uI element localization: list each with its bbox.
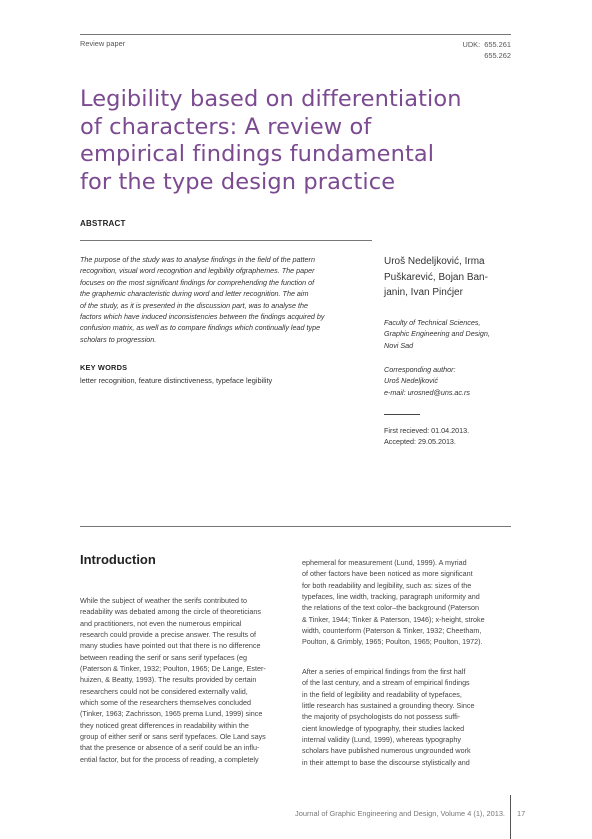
intro-left-column bbox=[80, 595, 266, 765]
body-line: the relations of the text color–the background (Paterson bbox=[302, 603, 479, 613]
udk-block bbox=[463, 39, 512, 61]
dates-rule bbox=[384, 414, 420, 415]
journal-footer: Journal of Graphic Engineering and Design, Volume 4 (1), 2013. bbox=[295, 809, 505, 818]
paper-type: Review paper bbox=[80, 39, 126, 48]
corresponding-email: e-mail: urosned@uns.ac.rs bbox=[384, 387, 470, 397]
abstract-line: factors which have induced inconsistencies between the findings acquired by bbox=[80, 312, 325, 322]
abstract-text bbox=[80, 254, 372, 345]
udk-value-2: 655.262 bbox=[484, 51, 511, 60]
body-line: of other factors have been noticed as more significant bbox=[302, 569, 473, 579]
abstract-line: confusion matrix, as well as to compare findings which continually lead type bbox=[80, 323, 321, 333]
udk-value-1: 655.261 bbox=[484, 40, 511, 49]
intro-right-column-p1 bbox=[302, 557, 485, 648]
affiliation-line: Graphic Engineering and Design, bbox=[384, 329, 490, 339]
body-line: huizen, & Beatty, 1993). The results provided by certain bbox=[80, 675, 257, 685]
paper-title bbox=[80, 86, 500, 196]
body-line: While the subject of weather the serifs contributed to bbox=[80, 596, 247, 605]
body-line: little research has sustained a grounding theory. Since bbox=[302, 701, 475, 711]
body-line: in their attempt to base the discourse stylistically and bbox=[302, 757, 470, 767]
body-line: scholars have published numerous ungrounded work bbox=[302, 746, 471, 756]
body-line: (Tinker, 1963; Zachrisson, 1965 prema Lund, 1999) since bbox=[80, 709, 263, 719]
udk-label: UDK: bbox=[462, 40, 481, 49]
body-line: (Paterson & Tinker, 1932; Poulton, 1965; De Lange, Ester- bbox=[80, 664, 266, 674]
keywords-heading: KEY WORDS bbox=[80, 363, 128, 372]
corresponding-author bbox=[384, 364, 524, 398]
received-date: First recieved: 01.04.2013. bbox=[384, 426, 470, 435]
abstract-rule bbox=[80, 240, 372, 241]
title-line: of characters: A review of bbox=[80, 113, 372, 140]
body-line: which some of the researchers themselves concluded bbox=[80, 698, 251, 708]
abstract-line: scholars to progression. bbox=[80, 334, 157, 344]
abstract-line: The purpose of the study was to analyse findings in the field of the pattern bbox=[80, 255, 315, 264]
body-line: readability was debated among the circle of theoreticians bbox=[80, 607, 261, 617]
corresponding-line: Corresponding author: bbox=[384, 365, 456, 374]
body-line: the majority of psychologists do not possess suffi- bbox=[302, 712, 461, 722]
body-line: of the last century, and a stream of empirical findings bbox=[302, 678, 470, 688]
keywords-text: letter recognition, feature distinctiveness, typeface legibility bbox=[80, 376, 273, 385]
body-line: ential factor, but for the process of reading, a completely bbox=[80, 754, 259, 764]
body-line: group of either serif or sans serif typefaces. Ole Land says bbox=[80, 732, 266, 742]
affiliation-line: Faculty of Technical Sciences, bbox=[384, 318, 481, 327]
header-rule bbox=[80, 34, 511, 35]
title-line: Legibility based on differentiation bbox=[80, 86, 462, 112]
abstract-line: of the study, as it is presented in the discussion part, was to analyse the bbox=[80, 300, 308, 310]
body-line: that the presence or absence of a serif could be an influ- bbox=[80, 743, 260, 753]
body-line: ephemeral for measurement (Lund, 1999). A myriad bbox=[302, 558, 467, 567]
body-line: in the field of legibility and readability of typefaces, bbox=[302, 689, 462, 699]
body-line: Poulton, & Grimbly, 1965; Poulton, 1965; Poulton, 1972). bbox=[302, 637, 483, 647]
body-line: After a series of empirical findings from the first half bbox=[302, 667, 466, 676]
title-line: for the type design practice bbox=[80, 168, 396, 195]
footer-divider bbox=[510, 795, 511, 839]
affiliation bbox=[384, 317, 524, 351]
abstract-heading: ABSTRACT bbox=[80, 219, 126, 228]
body-line: width, counterform (Paterson & Tinker, 1932; Cheetham, bbox=[302, 626, 482, 636]
body-line: internal validity (Lund, 1999), whereas typography bbox=[302, 735, 462, 745]
author-line: janin, Ivan Pinćjer bbox=[384, 287, 463, 298]
body-line: researchers could not be considered externally valid, bbox=[80, 686, 248, 696]
authors bbox=[384, 254, 514, 301]
body-line: & Tinker, 1944; Tinker & Paterson, 1946); x-height, stroke bbox=[302, 614, 485, 624]
author-line: Puškarević, Bojan Ban- bbox=[384, 271, 488, 283]
accepted-date: Accepted: 29.05.2013. bbox=[384, 437, 456, 447]
title-line: empirical findings fundamental bbox=[80, 141, 435, 167]
abstract-line: focuses on the most significant findings for comprehending the function of bbox=[80, 277, 315, 287]
body-line: for both readability and legibility, such as: sizes of the bbox=[302, 580, 472, 590]
corresponding-line: Uroš Nedeljković bbox=[384, 376, 438, 386]
body-line: they noticed great differences in readability within the bbox=[80, 720, 249, 730]
abstract-line: the graphemic characteristic during word and letter recognition. The aim bbox=[80, 289, 309, 299]
received-dates bbox=[384, 425, 524, 448]
introduction-heading: Introduction bbox=[80, 552, 156, 567]
affiliation-line: Novi Sad bbox=[384, 340, 414, 350]
author-line: Uroš Nedeljković, Irma bbox=[384, 256, 485, 267]
body-line: many studies have pointed out that there is no difference bbox=[80, 641, 261, 651]
abstract-line: recognition, visual word recognition and legibility ofgraphemes. The paper bbox=[80, 266, 315, 276]
section-rule bbox=[80, 526, 511, 527]
body-line: cient knowledge of typography, their studies lacked bbox=[302, 723, 465, 733]
intro-right-column-p2 bbox=[302, 666, 474, 768]
body-line: and practitioners, not even the numerous empirical bbox=[80, 618, 242, 628]
body-line: research could provide a precise answer. The results of bbox=[80, 630, 257, 640]
body-line: typefaces, line width, tracking, paragraph uniformity and bbox=[302, 592, 480, 602]
body-line: between reading the serif or sans serif typefaces (eg bbox=[80, 652, 248, 662]
page-number: 17 bbox=[517, 809, 526, 818]
